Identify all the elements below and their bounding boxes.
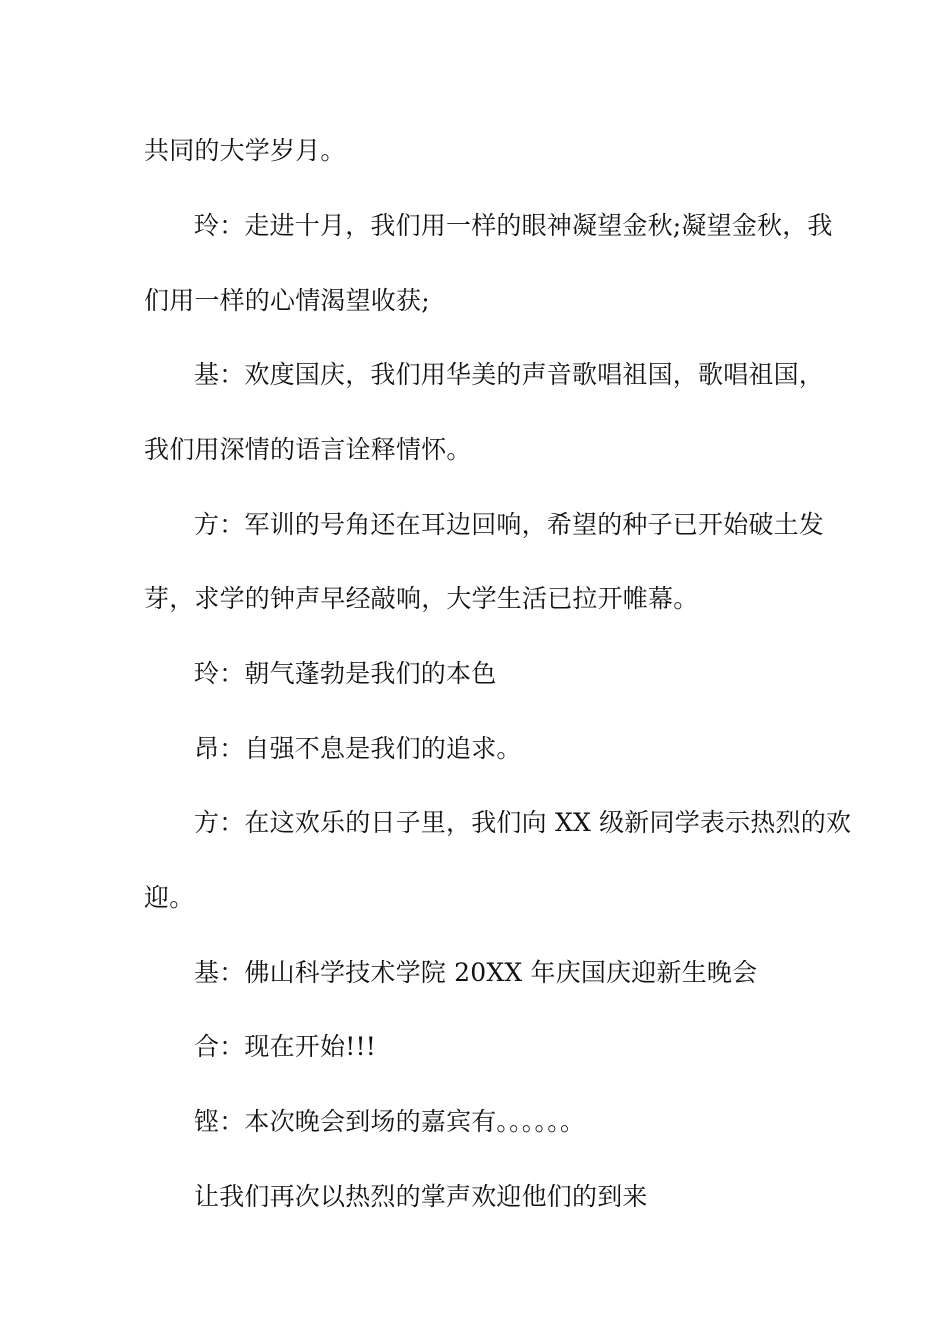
text-line-5: 我们用深情的语言诠释情怀。 (144, 435, 472, 464)
text-line-14: 铿：本次晚会到场的嘉宾有。。。。。。 (194, 1107, 586, 1136)
text-line-2: 玲：走进十月，我们用一样的眼神凝望金秋;凝望金秋，我 (194, 211, 833, 240)
text-line-13: 合：现在开始!!! (194, 1032, 376, 1061)
text-line-1: 共同的大学岁月。 (144, 136, 346, 165)
text-line-12: 基：佛山科学技术学院 20XX 年庆国庆迎新生晚会 (194, 958, 758, 987)
text-line-4: 基：欢度国庆，我们用华美的声音歌唱祖国，歌唱祖国， (194, 360, 825, 389)
text-line-10: 方：在这欢乐的日子里，我们向 XX 级新同学表示热烈的欢 (194, 808, 852, 837)
text-line-6: 方：军训的号角还在耳边回响，希望的种子已开始破土发 (194, 510, 825, 539)
text-line-9: 昂：自强不息是我们的追求。 (194, 734, 522, 763)
text-line-11: 迎。 (144, 883, 195, 912)
text-line-8: 玲：朝气蓬勃是我们的本色 (194, 659, 497, 688)
text-line-7: 芽，求学的钟声早经敲响，大学生活已拉开帷幕。 (144, 584, 699, 613)
text-line-15: 让我们再次以热烈的掌声欢迎他们的到来 (194, 1182, 648, 1211)
text-line-3: 们用一样的心情渴望收获; (144, 286, 430, 315)
